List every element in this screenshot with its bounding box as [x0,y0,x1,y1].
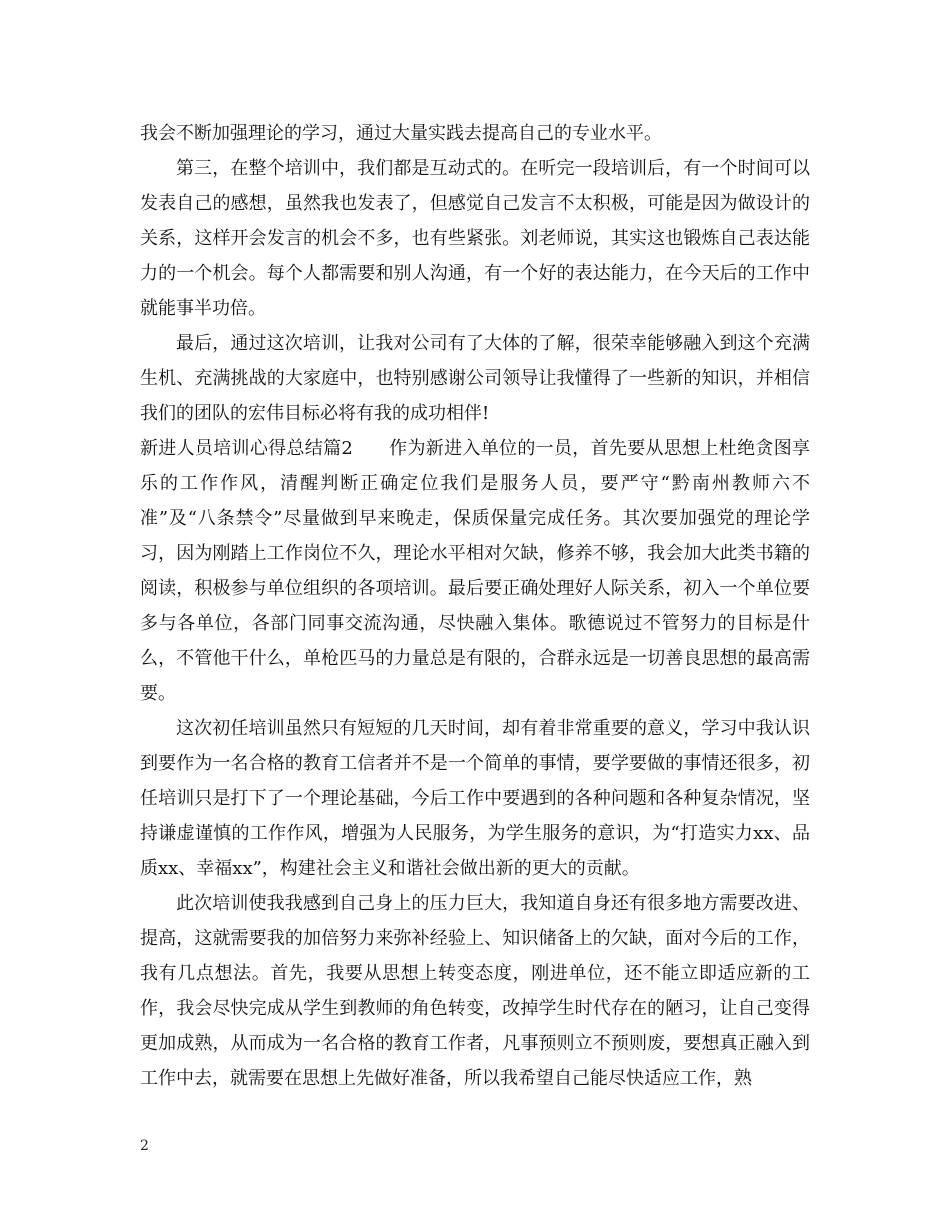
paragraph-5: 此次培训使我我感到自己身上的压力巨大，我知道自身还有很多地方需要改进、提高，这就需要我的加倍努力来弥补经验上、知识储备上的欠缺，面对今后的工作，我有几点想法。首先，我要从思想上转变态度，刚进单位，还不能立即适应新的工作，我会尽快完成从学生到教师的角色转变，改掉学生时代存在的陋习，让自己变得更加成熟，从而成为一名合格的教育工作者，凡事预则立不预则废，要想真正融入到工作中去，就需要在思想上先做好准备，所以我希望自己能尽快适应工作，熟 [140,893,810,1089]
paragraph-1: 我会不断加强理论的学习，通过大量实践去提高自己的专业水平。 [140,123,662,144]
paragraph-4: 这次初任培训虽然只有短短的几天时间，却有着非常重要的意义，学习中我认识到要作为一名合格的教育工信者并不是一个简单的事情，要学要做的事情还很多，初任培训只是打下了一个理论基础，今后工作中要遇到的各种问题和各种复杂情况，坚持谦虚谨慎的工作作风，增强为人民服务，为学生服务的意识，为“打造实力xx、品质xx、幸福xx”，构建社会主义和谐社会做出新的更大的贡献。 [140,718,810,879]
paragraph-3: 最后，通过这次培训，让我对公司有了大体的了解，很荣幸能够融入到这个充满生机、充满挑战的大家庭中，也特别感谢公司领导让我懂得了一些新的知识，并相信我们的团队的宏伟目标必将有我的成功相伴! [140,333,810,424]
section-paragraph [140,431,810,711]
paragraph-2: 第三，在整个培训中，我们都是互动式的。在听完一段培训后，有一个时间可以发表自己的感想，虽然我也发表了，但感觉自己发言不太积极，可能是因为做设计的关系，这样开会发言的机会不多，也有些紧张。刘老师说，其实这也锻炼自己表达能力的一个机会。每个人都需要和别人沟通，有一个好的表达能力，在今天后的工作中就能事半功倍。 [140,158,810,319]
section-text: 作为新进入单位的一员，首先要从思想上杜绝贪图享乐的工作作风，清醒判断正确定位我们是服务人员，要严守“黔南州教师六不准”及“八条禁令”尽量做到早来晚走，保质保量完成任务。其次要加强党的理论学习，因为刚踏上工作岗位不久，理论水平相对欠缺，修养不够，我会加大此类书籍的阅读，积极参与单位组织的各项培训。最后要正确处理好人际关系，初入一个单位要多与各单位，各部门同事交流沟通，尽快融入集体。歌德说过不管努力的目标是什么，不管他干什么，单枪匹马的力量总是有限的，合群永远是一切善良思想的最高需要。 [140,438,811,704]
document-body [140,116,810,1096]
page-number: 2 [140,1138,149,1154]
section-heading: 新进人员培训心得总结篇2 [140,438,353,459]
